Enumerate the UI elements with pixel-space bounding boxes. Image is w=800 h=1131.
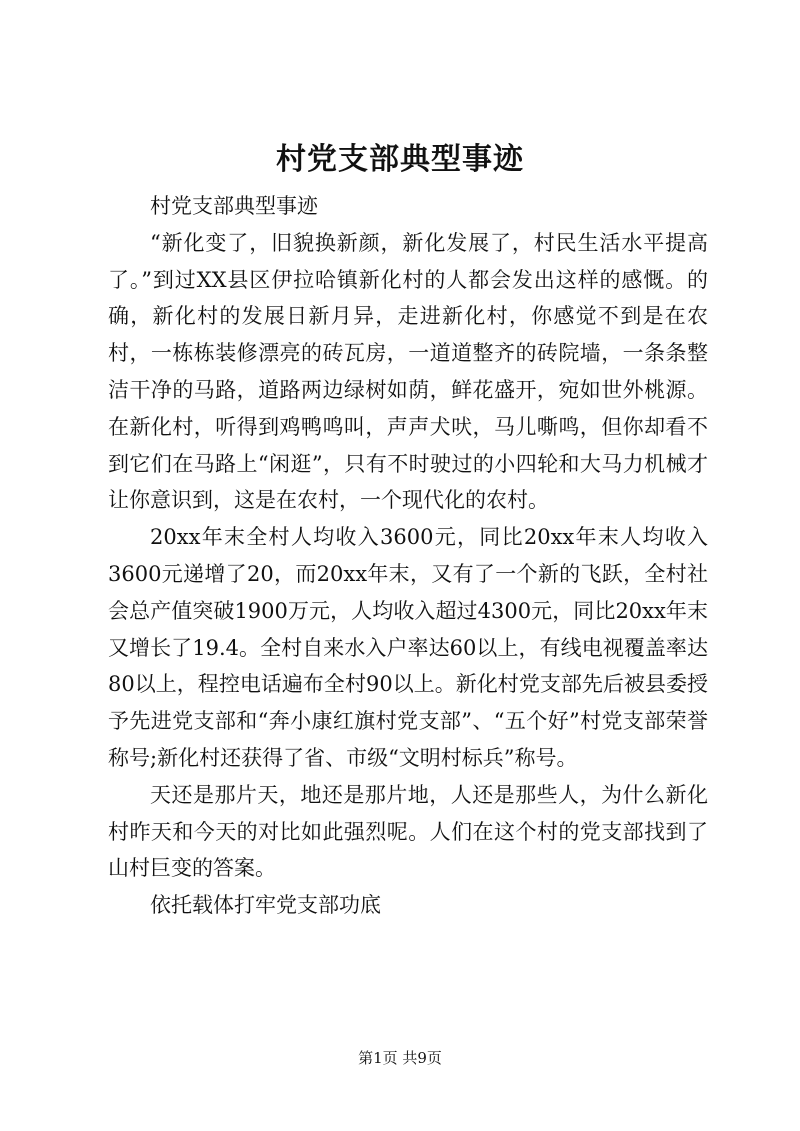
section-heading: 依托载体打牢党支部功底 <box>150 893 381 918</box>
document-body <box>108 188 708 924</box>
paragraph-subtitle: 村党支部典型事迹 <box>150 194 318 218</box>
paragraph-question: 天还是那片天，地还是那片地，人还是那些人，为什么新化村昨天和今天的对比如此强烈呢。人们在这个村的党支部找到了山村巨变的答案。 <box>108 782 708 881</box>
paragraph-statistics: 20xx年末全村人均收入3600元，同比20xx年末人均收入3600元递增了20，而20xx年末，又有了一个新的飞跃，全村社会总产值突破1900万元，人均收入超过4300元，同比20xx年末又增长了19.4。全村自来水入户率达60以上，有线电视覆盖率达80以上，程控电话遍布全村90以上。新化村党支部先后被县委授予先进党支部和“奔小康红旗村党支部”、“五个好”村党支部荣誉称号;新化村还获得了省、市级“文明村标兵”称号。 <box>108 525 708 770</box>
page-number: 第1页 共9页 <box>358 1049 442 1067</box>
document-title: 村党支部典型事迹 <box>276 142 524 177</box>
paragraph-intro: “新化变了，旧貌换新颜，新化发展了，村民生活水平提高了。”到过XX县区伊拉哈镇新化村的人都会发出这样的感慨。的确，新化村的发展日新月异，走进新化村，你感觉不到是在农村，一栋栋装修漂亮的砖瓦房，一道道整齐的砖院墙，一条条整洁干净的马路，道路两边绿树如荫，鲜花盛开，宛如世外桃源。在新化村，听得到鸡鸭鸣叫，声声犬吠，马儿嘶鸣，但你却看不到它们在马路上“闲逛”，只有不时驶过的小四轮和大马力机械才让你意识到，这是在农村，一个现代化的农村。 <box>108 230 708 513</box>
